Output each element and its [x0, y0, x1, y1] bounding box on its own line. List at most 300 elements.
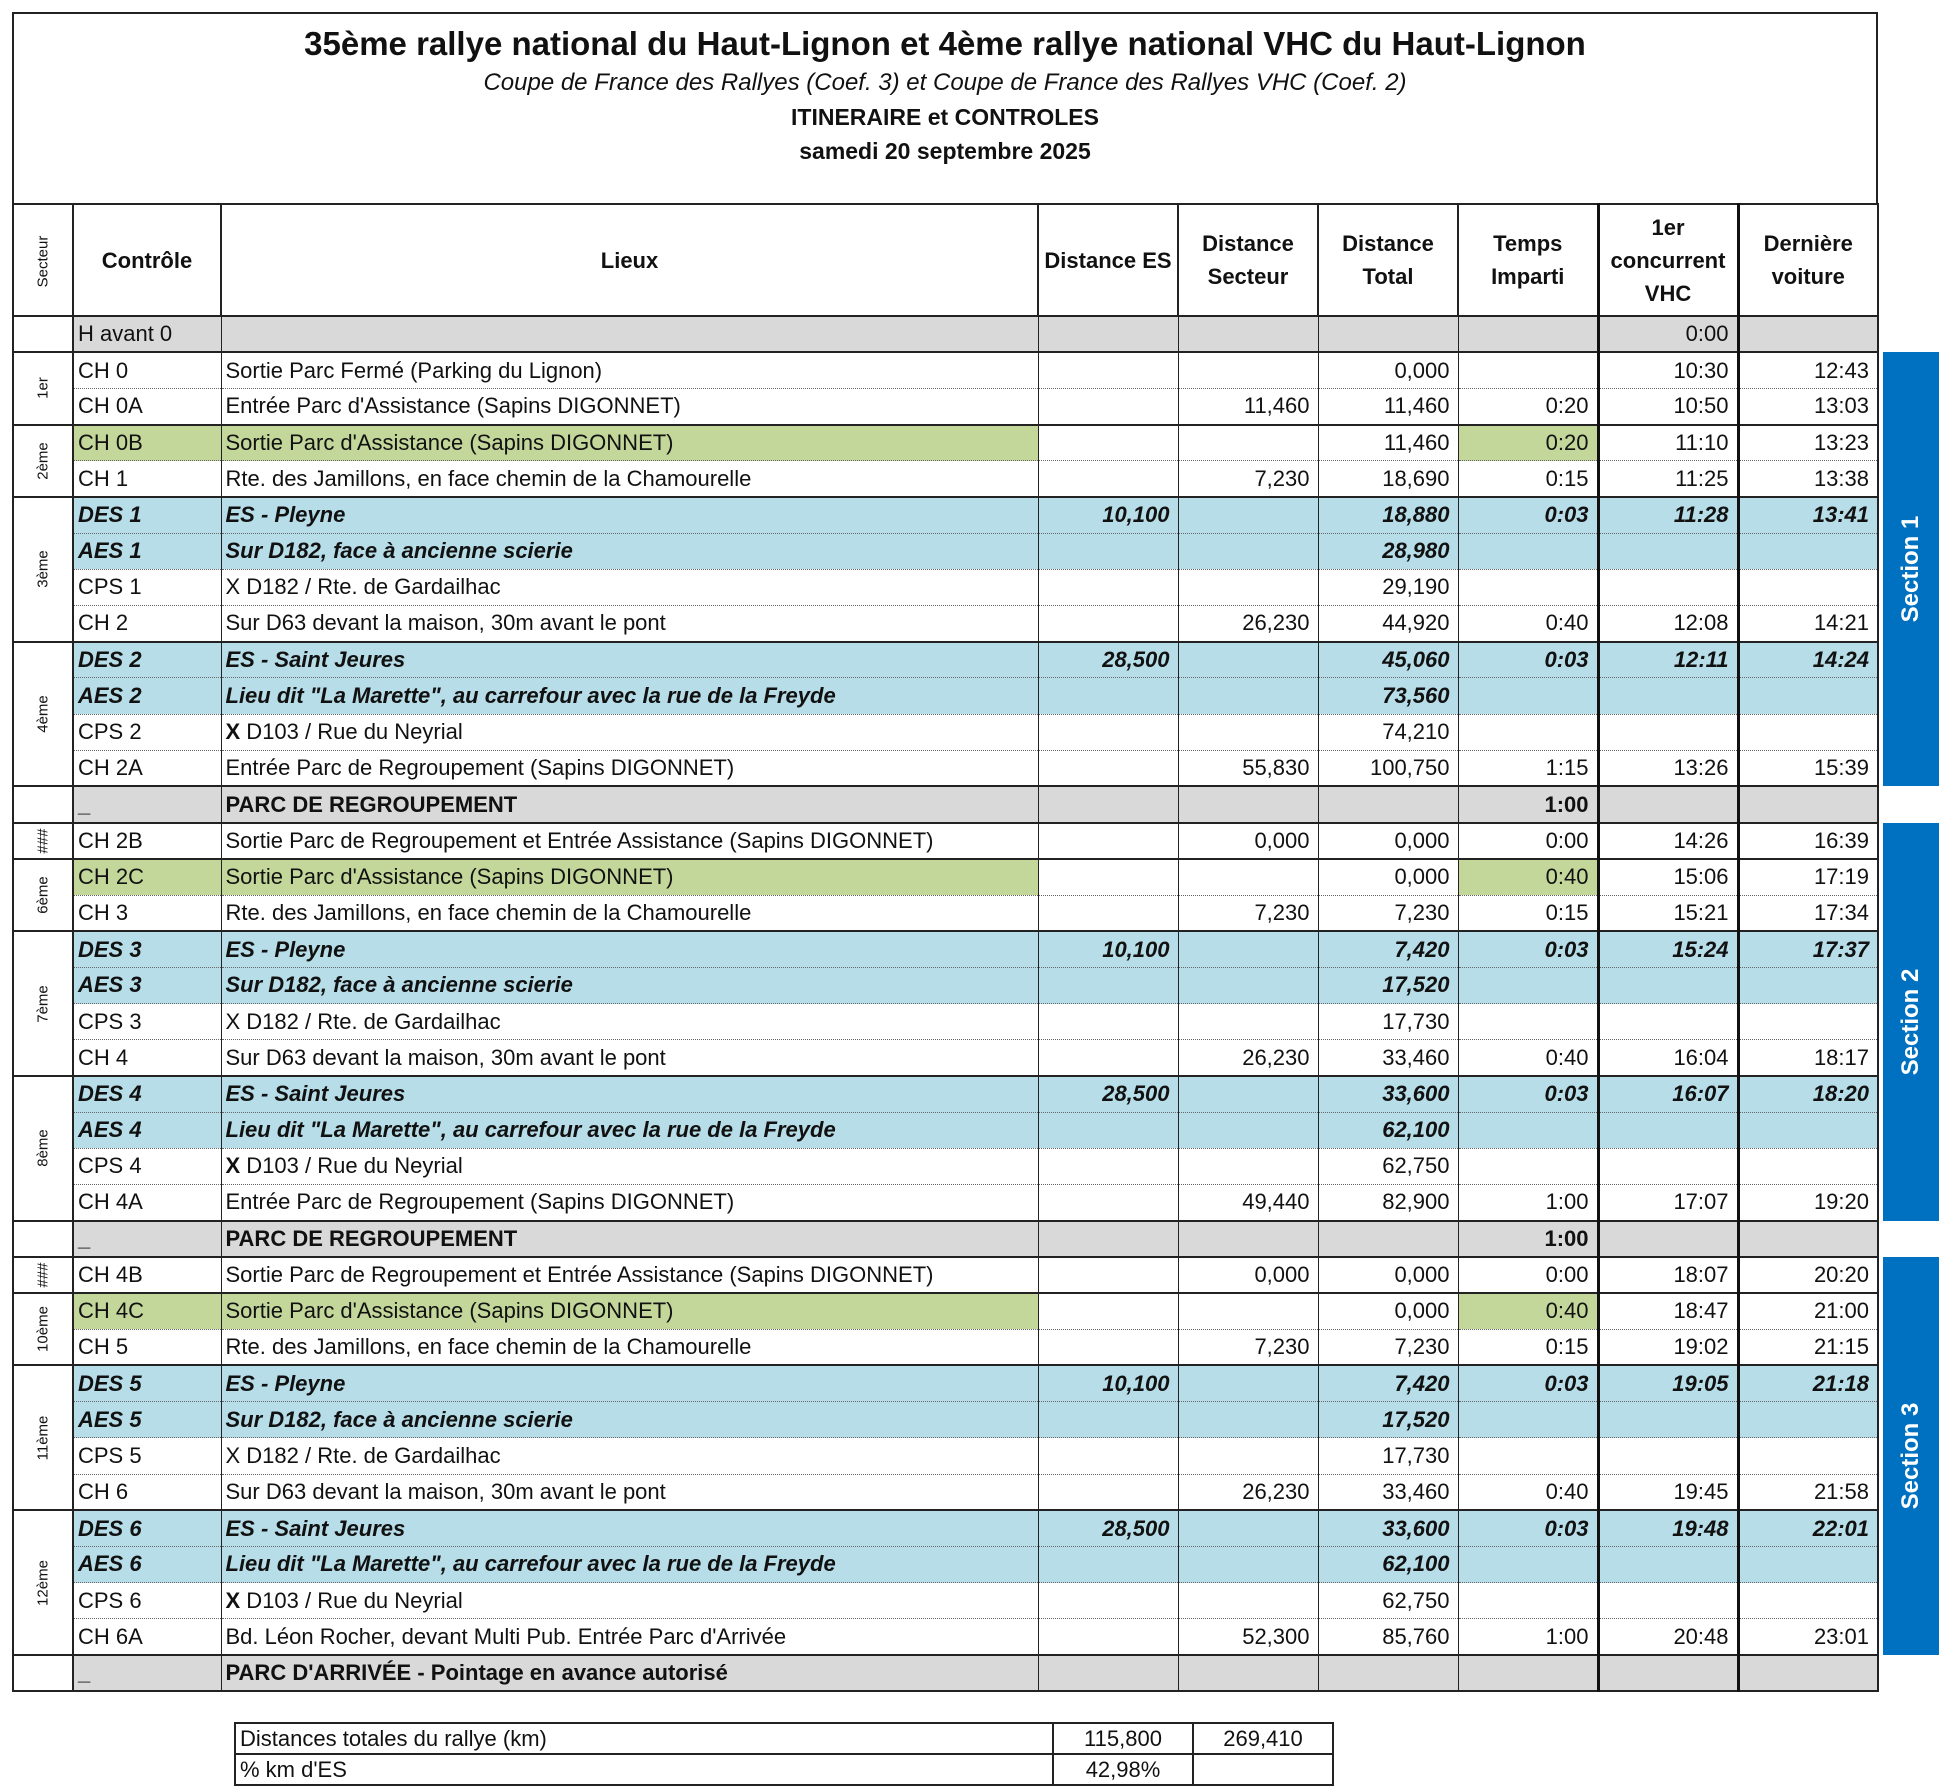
temps-imparti-cell: [1458, 1583, 1598, 1619]
band-spacer: [1878, 1221, 1939, 1257]
distance-es-cell: [1038, 678, 1178, 714]
distance-es-cell: [1038, 1040, 1178, 1076]
temps-imparti-cell: [1458, 1438, 1598, 1474]
distance-total-cell: 100,750: [1318, 750, 1458, 786]
lieux-text: Entrée Parc de Regroupement (Sapins DIGONNET): [225, 1189, 735, 1215]
premier-vhc-cell: [1598, 1655, 1738, 1691]
controle-cell: CPS 1: [73, 569, 221, 605]
secteur-cell: [13, 1365, 73, 1510]
section-band: [1883, 1257, 1939, 1655]
controle-cell: CH 5: [73, 1329, 221, 1365]
distance-total-cell: 45,060: [1318, 642, 1458, 678]
derniere-voiture-cell: [1738, 569, 1878, 605]
secteur-cell: [13, 1293, 73, 1365]
lieux-text: Rte. des Jamillons, en face chemin de la Chamourelle: [225, 465, 752, 491]
distance-es-cell: [1038, 859, 1178, 895]
lieux-text: Sur D63 devant la maison, 30m avant le pont: [225, 1044, 666, 1070]
controle-cell: _: [73, 1221, 221, 1257]
secteur-label: 12ème: [34, 1559, 52, 1606]
distance-secteur-cell: [1178, 1583, 1318, 1619]
controle-cell: DES 6: [73, 1510, 221, 1546]
premier-vhc-cell: 15:24: [1598, 931, 1738, 967]
section-band: [1883, 823, 1939, 1221]
temps-imparti-cell: 1:00: [1458, 1221, 1598, 1257]
table-row: [13, 895, 1939, 931]
controle-cell: CH 4A: [73, 1185, 221, 1221]
controle-cell: CPS 3: [73, 1004, 221, 1040]
distance-total-cell: [1318, 1221, 1458, 1257]
lieux-text: Sur D63 devant la maison, 30m avant le pont: [225, 1478, 666, 1504]
col-header-derniere-voiture: Dernière voiture: [1738, 204, 1878, 316]
controle-cell: AES 6: [73, 1546, 221, 1582]
distance-total-cell: 85,760: [1318, 1619, 1458, 1655]
temps-imparti-cell: 0:40: [1458, 859, 1598, 895]
derniere-voiture-cell: 13:23: [1738, 425, 1878, 461]
table-row: [13, 931, 1939, 967]
distance-secteur-cell: 55,830: [1178, 750, 1318, 786]
lieux-cell: [221, 1438, 1038, 1474]
lieux-text: Sortie Parc Fermé (Parking du Lignon): [225, 357, 603, 383]
distance-total-cell: 33,460: [1318, 1474, 1458, 1510]
derniere-voiture-cell: 17:37: [1738, 931, 1878, 967]
secteur-cell: [13, 1510, 73, 1655]
distance-es-cell: [1038, 1112, 1178, 1148]
controle-cell: CH 1: [73, 461, 221, 497]
table-row: [13, 1004, 1939, 1040]
section-label: Section 1: [1897, 515, 1924, 623]
table-row: [13, 569, 1939, 605]
distance-total-cell: 62,100: [1318, 1112, 1458, 1148]
table-row: [13, 1257, 1939, 1293]
temps-imparti-cell: 1:00: [1458, 1619, 1598, 1655]
distance-es-cell: [1038, 1148, 1178, 1184]
distance-total-cell: 7,230: [1318, 1329, 1458, 1365]
col-header-temps-imparti: Temps Imparti: [1458, 204, 1598, 316]
section-label: Section 2: [1897, 968, 1924, 1076]
col-header-distance-total: Distance Total: [1318, 204, 1458, 316]
temps-imparti-cell: 0:00: [1458, 823, 1598, 859]
temps-imparti-cell: 1:00: [1458, 786, 1598, 822]
table-row: [13, 1583, 1939, 1619]
temps-imparti-cell: [1458, 1004, 1598, 1040]
section-band: [1883, 352, 1939, 786]
totals-row-pct: [235, 1754, 1333, 1785]
distance-secteur-cell: 49,440: [1178, 1185, 1318, 1221]
controle-cell: CH 2A: [73, 750, 221, 786]
lieux-cell: [221, 1510, 1038, 1546]
totals-table: [234, 1722, 1334, 1786]
controle-cell: DES 5: [73, 1365, 221, 1401]
totals-label-distances: Distances totales du rallye (km): [235, 1723, 1053, 1754]
derniere-voiture-cell: 23:01: [1738, 1619, 1878, 1655]
derniere-voiture-cell: [1738, 1221, 1878, 1257]
premier-vhc-cell: 10:50: [1598, 388, 1738, 424]
lieux-cell: [221, 1293, 1038, 1329]
distance-total-cell: 7,420: [1318, 1365, 1458, 1401]
distance-total-cell: 18,880: [1318, 497, 1458, 533]
distance-es-cell: [1038, 1546, 1178, 1582]
distance-secteur-cell: [1178, 931, 1318, 967]
distance-secteur-cell: 7,230: [1178, 895, 1318, 931]
temps-imparti-cell: 0:03: [1458, 497, 1598, 533]
table-header-row: [13, 204, 1939, 316]
distance-es-cell: [1038, 1619, 1178, 1655]
table-row: [13, 714, 1939, 750]
totals-row-distances: [235, 1723, 1333, 1754]
section-band-cell: [1878, 823, 1939, 1221]
derniere-voiture-cell: 18:20: [1738, 1076, 1878, 1112]
distance-es-cell: [1038, 461, 1178, 497]
temps-imparti-cell: 0:03: [1458, 642, 1598, 678]
temps-imparti-cell: 0:15: [1458, 1329, 1598, 1365]
derniere-voiture-cell: 22:01: [1738, 1510, 1878, 1546]
distance-secteur-cell: [1178, 1293, 1318, 1329]
itinerary-rows: [13, 316, 1939, 1691]
controle-cell: _: [73, 1655, 221, 1691]
distance-total-cell: 17,730: [1318, 1004, 1458, 1040]
table-row: [13, 1546, 1939, 1582]
lieux-text: X D182 / Rte. de Gardailhac: [225, 574, 501, 600]
distance-total-cell: 44,920: [1318, 606, 1458, 642]
controle-cell: CH 4C: [73, 1293, 221, 1329]
distance-es-cell: [1038, 352, 1178, 388]
derniere-voiture-cell: [1738, 1546, 1878, 1582]
lieux-cell: [221, 1076, 1038, 1112]
lieux-cell: [221, 678, 1038, 714]
col-header-controle: Contrôle: [73, 204, 221, 316]
secteur-cell: [13, 1257, 73, 1293]
derniere-voiture-cell: [1738, 533, 1878, 569]
controle-cell: DES 2: [73, 642, 221, 678]
lieux-text: Entrée Parc d'Assistance (Sapins DIGONNET): [225, 393, 681, 419]
secteur-cell: [13, 425, 73, 497]
distance-secteur-cell: [1178, 678, 1318, 714]
distance-secteur-cell: [1178, 1221, 1318, 1257]
col-header-premier-vhc: 1er concurrent VHC: [1598, 204, 1738, 316]
distance-es-cell: [1038, 1257, 1178, 1293]
lieux-text: Sur D63 devant la maison, 30m avant le pont: [225, 610, 666, 636]
distance-es-cell: [1038, 1474, 1178, 1510]
secteur-label: 1er: [34, 377, 52, 400]
lieux-text: ES - Saint Jeures: [225, 1515, 406, 1541]
lieux-text: Sortie Parc de Regroupement et Entrée Assistance (Sapins DIGONNET): [225, 1261, 934, 1287]
distance-total-cell: 33,460: [1318, 1040, 1458, 1076]
table-row: [13, 1148, 1939, 1184]
premier-vhc-cell: 15:21: [1598, 895, 1738, 931]
lieux-cell: [221, 461, 1038, 497]
distance-secteur-cell: [1178, 967, 1318, 1003]
derniere-voiture-cell: 21:00: [1738, 1293, 1878, 1329]
lieux-cell: [221, 497, 1038, 533]
lieux-cell: [221, 967, 1038, 1003]
lieux-text: D103 / Rue du Neyrial: [240, 1587, 463, 1613]
table-row: [13, 1619, 1939, 1655]
table-row: [13, 1329, 1939, 1365]
temps-imparti-cell: [1458, 714, 1598, 750]
distance-secteur-cell: 0,000: [1178, 1257, 1318, 1293]
premier-vhc-cell: 11:25: [1598, 461, 1738, 497]
derniere-voiture-cell: [1738, 1112, 1878, 1148]
derniere-voiture-cell: 14:21: [1738, 606, 1878, 642]
temps-imparti-cell: [1458, 1655, 1598, 1691]
distance-total-cell: 62,100: [1318, 1546, 1458, 1582]
controle-cell: DES 3: [73, 931, 221, 967]
table-row: [13, 1510, 1939, 1546]
controle-cell: CPS 6: [73, 1583, 221, 1619]
totals-empty-cell: [1193, 1754, 1333, 1785]
table-row: [13, 606, 1939, 642]
distance-es-cell: [1038, 1221, 1178, 1257]
secteur-label: 7ème: [34, 984, 52, 1023]
distance-secteur-cell: 0,000: [1178, 823, 1318, 859]
lieux-cell: [221, 1221, 1038, 1257]
distance-total-cell: 7,230: [1318, 895, 1458, 931]
controle-cell: AES 4: [73, 1112, 221, 1148]
lieux-cell: [221, 1655, 1038, 1691]
lieux-cell: [221, 859, 1038, 895]
distance-es-cell: [1038, 1438, 1178, 1474]
premier-vhc-cell: 19:05: [1598, 1365, 1738, 1401]
distance-es-cell: [1038, 425, 1178, 461]
distance-total-cell: [1318, 1655, 1458, 1691]
lieux-cell: [221, 1619, 1038, 1655]
table-row: [13, 388, 1939, 424]
premier-vhc-cell: 13:26: [1598, 750, 1738, 786]
distance-secteur-cell: 11,460: [1178, 388, 1318, 424]
secteur-cell: [13, 786, 73, 822]
derniere-voiture-cell: [1738, 678, 1878, 714]
table-row: [13, 750, 1939, 786]
distance-secteur-cell: [1178, 352, 1318, 388]
table-row: [13, 533, 1939, 569]
distance-es-cell: 28,500: [1038, 642, 1178, 678]
premier-vhc-cell: [1598, 1148, 1738, 1184]
distance-secteur-cell: [1178, 1402, 1318, 1438]
temps-imparti-cell: 0:15: [1458, 895, 1598, 931]
event-date: samedi 20 septembre 2025: [799, 138, 1091, 164]
lieux-cell: [221, 1546, 1038, 1582]
lieux-text: Sortie Parc d'Assistance (Sapins DIGONNET): [225, 1298, 674, 1324]
distance-secteur-cell: 7,230: [1178, 461, 1318, 497]
premier-vhc-cell: [1598, 1221, 1738, 1257]
premier-vhc-cell: 16:07: [1598, 1076, 1738, 1112]
lieux-cell: [221, 569, 1038, 605]
temps-imparti-cell: [1458, 352, 1598, 388]
distance-secteur-cell: [1178, 316, 1318, 352]
lieux-text: Lieu dit "La Marette", au carrefour avec la rue de la Freyde: [225, 1117, 836, 1143]
lieux-text: Lieu dit "La Marette", au carrefour avec la rue de la Freyde: [225, 682, 836, 708]
distance-total-cell: 82,900: [1318, 1185, 1458, 1221]
distance-total-cell: 29,190: [1318, 569, 1458, 605]
table-row: [13, 1402, 1939, 1438]
distance-total-cell: 11,460: [1318, 425, 1458, 461]
crossing-mark: X: [225, 1153, 241, 1179]
lieux-cell: [221, 714, 1038, 750]
table-row: [13, 1112, 1939, 1148]
distance-es-cell: [1038, 895, 1178, 931]
derniere-voiture-cell: [1738, 1402, 1878, 1438]
distance-total-cell: 11,460: [1318, 388, 1458, 424]
distance-es-cell: [1038, 569, 1178, 605]
distance-es-cell: [1038, 533, 1178, 569]
derniere-voiture-cell: 17:19: [1738, 859, 1878, 895]
distance-total-cell: [1318, 316, 1458, 352]
premier-vhc-cell: 19:45: [1598, 1474, 1738, 1510]
temps-imparti-cell: 0:20: [1458, 425, 1598, 461]
distance-secteur-cell: [1178, 786, 1318, 822]
distance-es-cell: 28,500: [1038, 1076, 1178, 1112]
premier-vhc-cell: 18:47: [1598, 1293, 1738, 1329]
lieux-text: ES - Pleyne: [225, 502, 346, 528]
secteur-cell: [13, 352, 73, 424]
lieux-text: Bd. Léon Rocher, devant Multi Pub. Entrée Parc d'Arrivée: [225, 1623, 787, 1649]
distance-es-cell: [1038, 823, 1178, 859]
premier-vhc-cell: 17:07: [1598, 1185, 1738, 1221]
temps-imparti-cell: [1458, 678, 1598, 714]
secteur-cell: [13, 1076, 73, 1221]
distance-es-cell: [1038, 1655, 1178, 1691]
lieux-cell: [221, 388, 1038, 424]
table-row: [13, 967, 1939, 1003]
distance-es-cell: [1038, 1185, 1178, 1221]
derniere-voiture-cell: 13:41: [1738, 497, 1878, 533]
derniere-voiture-cell: 14:24: [1738, 642, 1878, 678]
distance-total-cell: 73,560: [1318, 678, 1458, 714]
secteur-label: 11ème: [34, 1415, 52, 1461]
lieux-text: PARC DE REGROUPEMENT: [225, 791, 518, 817]
distance-total-cell: 0,000: [1318, 1293, 1458, 1329]
table-row: [13, 425, 1939, 461]
table-row: [13, 823, 1939, 859]
table-row: [13, 1655, 1939, 1691]
distance-es-cell: 10,100: [1038, 497, 1178, 533]
controle-cell: CH 6: [73, 1474, 221, 1510]
derniere-voiture-cell: 21:18: [1738, 1365, 1878, 1401]
temps-imparti-cell: 0:03: [1458, 931, 1598, 967]
band-spacer: [1878, 1655, 1939, 1691]
derniere-voiture-cell: 18:17: [1738, 1040, 1878, 1076]
band-spacer: [1878, 316, 1939, 352]
controle-cell: CH 4B: [73, 1257, 221, 1293]
controle-cell: CPS 5: [73, 1438, 221, 1474]
distance-total-cell: 62,750: [1318, 1583, 1458, 1619]
distance-secteur-cell: [1178, 1112, 1318, 1148]
controle-cell: DES 4: [73, 1076, 221, 1112]
premier-vhc-cell: 18:07: [1598, 1257, 1738, 1293]
page-subtitle: Coupe de France des Rallyes (Coef. 3) et Coupe de France des Rallyes VHC (Coef. 2): [483, 69, 1407, 96]
secteur-label: 10ème: [34, 1306, 52, 1353]
premier-vhc-cell: [1598, 714, 1738, 750]
lieux-cell: [221, 1583, 1038, 1619]
lieux-cell: [221, 533, 1038, 569]
premier-vhc-cell: [1598, 1402, 1738, 1438]
totals-label-pct: % km d'ES: [235, 1754, 1053, 1785]
derniere-voiture-cell: 21:15: [1738, 1329, 1878, 1365]
lieux-cell: [221, 425, 1038, 461]
secteur-cell: [13, 642, 73, 787]
distance-secteur-cell: [1178, 1655, 1318, 1691]
itinerary-table: [12, 203, 1939, 1692]
table-row: [13, 461, 1939, 497]
derniere-voiture-cell: 19:20: [1738, 1185, 1878, 1221]
premier-vhc-cell: 20:48: [1598, 1619, 1738, 1655]
totals-pct-value: 42,98%: [1053, 1754, 1193, 1785]
distance-secteur-cell: [1178, 497, 1318, 533]
lieux-text: ES - Saint Jeures: [225, 647, 406, 673]
distance-es-cell: [1038, 1329, 1178, 1365]
lieux-cell: [221, 606, 1038, 642]
distance-secteur-cell: [1178, 714, 1318, 750]
controle-cell: CH 2: [73, 606, 221, 642]
col-header-distance-es: Distance ES: [1038, 204, 1178, 316]
lieux-text: ES - Pleyne: [225, 936, 346, 962]
distance-secteur-cell: [1178, 533, 1318, 569]
table-row: [13, 678, 1939, 714]
secteur-label: ###: [34, 1262, 52, 1288]
distance-secteur-cell: [1178, 1510, 1318, 1546]
secteur-cell: [13, 316, 73, 352]
lieux-text: ES - Pleyne: [225, 1370, 346, 1396]
derniere-voiture-cell: [1738, 1655, 1878, 1691]
distance-es-cell: [1038, 388, 1178, 424]
lieux-text: Entrée Parc de Regroupement (Sapins DIGONNET): [225, 755, 735, 781]
distance-es-cell: 10,100: [1038, 931, 1178, 967]
temps-imparti-cell: [1458, 533, 1598, 569]
distance-secteur-cell: 26,230: [1178, 1040, 1318, 1076]
secteur-cell: [13, 931, 73, 1076]
temps-imparti-cell: [1458, 1546, 1598, 1582]
lieux-text: PARC D'ARRIVÉE - Pointage en avance autorisé: [225, 1660, 728, 1686]
lieux-cell: [221, 1148, 1038, 1184]
section-label: Section 3: [1897, 1402, 1924, 1510]
totals-es-value: 115,800: [1053, 1723, 1193, 1754]
totals-grand-value: 269,410: [1193, 1723, 1333, 1754]
temps-imparti-cell: 0:03: [1458, 1365, 1598, 1401]
controle-cell: CH 0B: [73, 425, 221, 461]
premier-vhc-cell: [1598, 569, 1738, 605]
distance-es-cell: 28,500: [1038, 1510, 1178, 1546]
lieux-cell: [221, 642, 1038, 678]
controle-cell: CH 2C: [73, 859, 221, 895]
header-spacer: [1878, 204, 1939, 316]
temps-imparti-cell: 1:15: [1458, 750, 1598, 786]
controle-cell: CPS 2: [73, 714, 221, 750]
derniere-voiture-cell: 12:43: [1738, 352, 1878, 388]
distance-secteur-cell: [1178, 1148, 1318, 1184]
controle-cell: AES 5: [73, 1402, 221, 1438]
temps-imparti-cell: [1458, 316, 1598, 352]
distance-total-cell: 0,000: [1318, 352, 1458, 388]
lieux-text: Rte. des Jamillons, en face chemin de la Chamourelle: [225, 1334, 752, 1360]
premier-vhc-cell: 16:04: [1598, 1040, 1738, 1076]
table-row: [13, 1040, 1939, 1076]
distance-es-cell: [1038, 750, 1178, 786]
lieux-text: ES - Saint Jeures: [225, 1081, 406, 1107]
lieux-text: PARC DE REGROUPEMENT: [225, 1225, 518, 1251]
temps-imparti-cell: [1458, 1402, 1598, 1438]
document-header: [12, 12, 1878, 203]
premier-vhc-cell: [1598, 678, 1738, 714]
premier-vhc-cell: [1598, 533, 1738, 569]
distance-es-cell: 10,100: [1038, 1365, 1178, 1401]
section-band-cell: [1878, 1257, 1939, 1655]
distance-total-cell: 18,690: [1318, 461, 1458, 497]
distance-secteur-cell: [1178, 1438, 1318, 1474]
controle-cell: H avant 0: [73, 316, 221, 352]
distance-total-cell: 17,520: [1318, 1402, 1458, 1438]
distance-secteur-cell: [1178, 569, 1318, 605]
premier-vhc-cell: 11:28: [1598, 497, 1738, 533]
